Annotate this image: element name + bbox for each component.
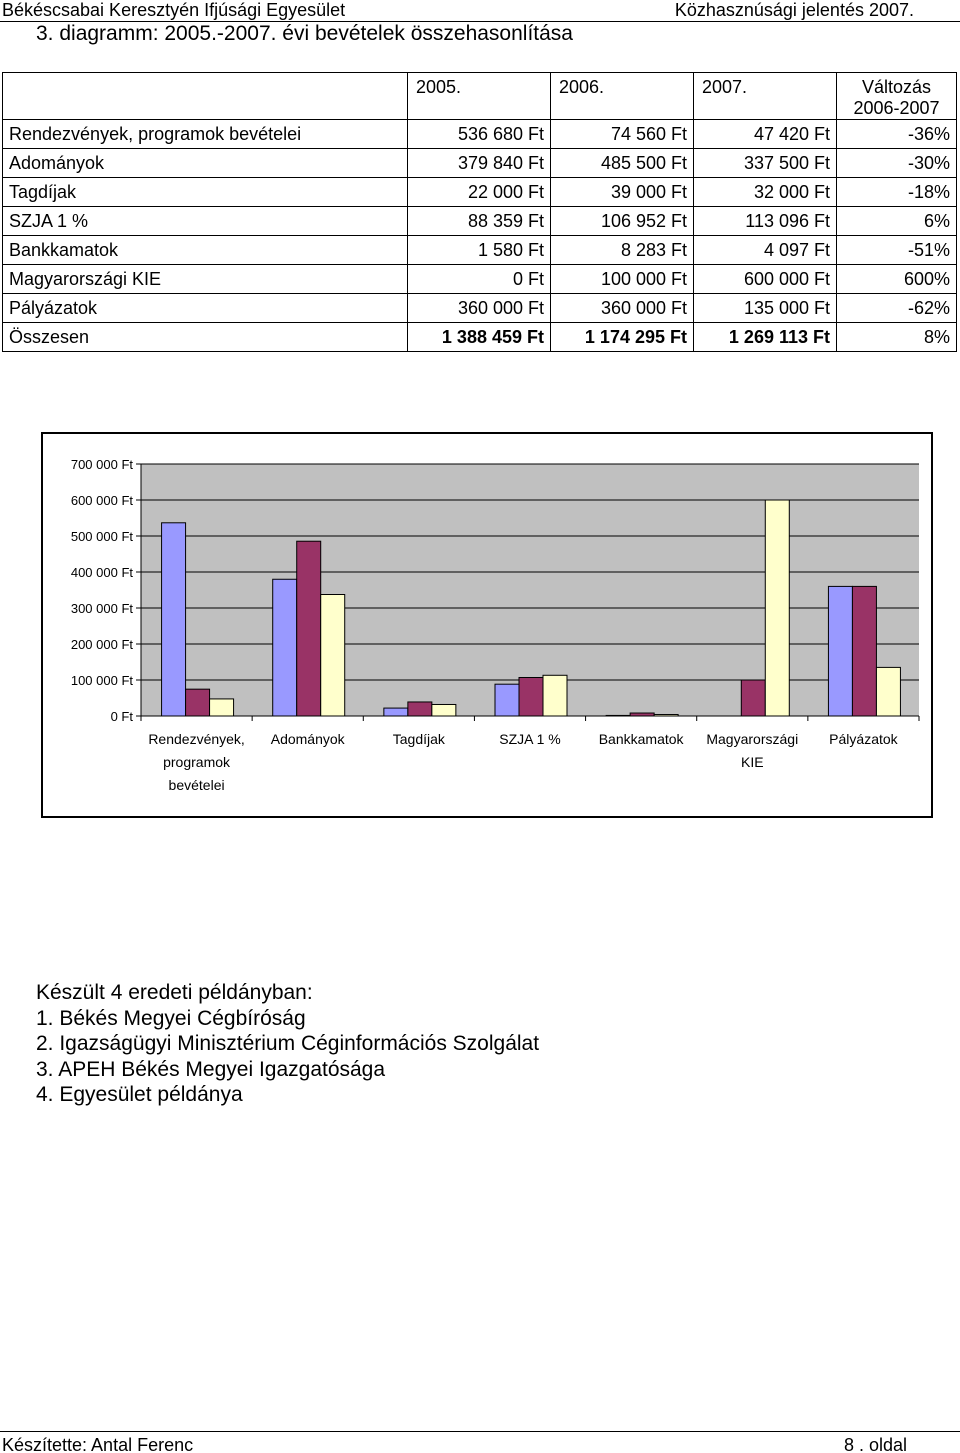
bar-chart-svg — [43, 434, 931, 816]
column-header: 2007. — [694, 73, 837, 120]
x-category-label: Tagdíjak — [392, 731, 445, 747]
table-cell: 485 500 Ft — [551, 149, 694, 178]
bar — [297, 541, 321, 716]
y-tick-label: 700 000 Ft — [70, 457, 133, 472]
bar — [765, 500, 789, 716]
table-cell: 8 283 Ft — [551, 236, 694, 265]
row-label: SZJA 1 % — [3, 207, 408, 236]
table-row — [3, 178, 957, 207]
copies-note-line: 4. Egyesület példánya — [36, 1083, 243, 1106]
table-total-row — [3, 323, 957, 352]
x-category-label: KIE — [740, 754, 764, 770]
table-cell: 135 000 Ft — [694, 294, 837, 323]
table-cell: 379 840 Ft — [408, 149, 551, 178]
change-header-line: 2006-2007 — [853, 98, 940, 118]
row-label: Összesen — [3, 323, 408, 352]
table-cell: 337 500 Ft — [694, 149, 837, 178]
table-cell: 1 580 Ft — [408, 236, 551, 265]
table-cell: 1 388 459 Ft — [408, 323, 551, 352]
bar — [186, 689, 210, 716]
change-cell: -36% — [837, 120, 957, 149]
copies-note-line: Készült 4 eredeti példányban: — [36, 981, 313, 1004]
bar — [495, 684, 519, 716]
change-header-line: Változás — [861, 77, 932, 97]
bar — [741, 680, 765, 716]
table-cell: 360 000 Ft — [408, 294, 551, 323]
table-cell: 74 560 Ft — [551, 120, 694, 149]
revenue-chart — [41, 432, 933, 818]
bar — [408, 702, 432, 716]
x-category-label: Magyarországi — [706, 731, 799, 747]
x-category-label: Rendezvények, — [148, 731, 245, 747]
change-cell: -30% — [837, 149, 957, 178]
change-cell: -62% — [837, 294, 957, 323]
bar — [654, 715, 678, 716]
table-cell: 4 097 Ft — [694, 236, 837, 265]
change-cell: 600% — [837, 265, 957, 294]
bar — [162, 523, 186, 716]
bar — [273, 579, 297, 716]
page-footer — [0, 1431, 960, 1453]
bar — [384, 708, 408, 716]
header-organization: Békéscsabai Keresztyén Ifjúsági Egyesület — [2, 0, 346, 20]
bar — [210, 699, 234, 716]
y-tick-label: 300 000 Ft — [70, 601, 133, 616]
table-cell: 360 000 Ft — [551, 294, 694, 323]
x-category-label: Adományok — [270, 731, 345, 747]
x-category-label: Bankkamatok — [598, 731, 684, 747]
copies-note-line: 1. Békés Megyei Cégbíróság — [36, 1006, 306, 1030]
row-label: Tagdíjak — [3, 178, 408, 207]
bar — [828, 586, 852, 716]
table-cell: 1 174 295 Ft — [551, 323, 694, 352]
header-report-title: Közhasznúsági jelentés 2007. — [674, 0, 914, 20]
row-label: Pályázatok — [3, 294, 408, 323]
table-row — [3, 265, 957, 294]
x-category-label: programok — [163, 754, 231, 770]
x-category-label: Pályázatok — [829, 731, 898, 747]
table-cell: 0 Ft — [408, 265, 551, 294]
table-row — [3, 149, 957, 178]
table-row — [3, 207, 957, 236]
bar — [876, 667, 900, 716]
table-cell: 32 000 Ft — [694, 178, 837, 207]
change-cell: 6% — [837, 207, 957, 236]
row-label: Bankkamatok — [3, 236, 408, 265]
change-cell: -18% — [837, 178, 957, 207]
change-column-header — [837, 73, 957, 120]
row-label: Rendezvények, programok bevételei — [3, 120, 408, 149]
bar — [321, 595, 345, 717]
footer-author: Készítette: Antal Ferenc — [2, 1435, 194, 1453]
x-category-label: bevételei — [168, 777, 225, 793]
page-header — [0, 0, 960, 22]
change-cell: 8% — [837, 323, 957, 352]
diagram-title: 3. diagramm: 2005.-2007. évi bevételek összehasonlítása — [36, 22, 573, 45]
header-empty-cell — [3, 73, 408, 120]
y-tick-label: 100 000 Ft — [70, 673, 133, 688]
table-cell: 536 680 Ft — [408, 120, 551, 149]
bar — [852, 586, 876, 716]
table-cell: 1 269 113 Ft — [694, 323, 837, 352]
row-label: Adományok — [3, 149, 408, 178]
bar — [630, 713, 654, 716]
table-cell: 100 000 Ft — [551, 265, 694, 294]
table-cell: 22 000 Ft — [408, 178, 551, 207]
bar — [543, 675, 567, 716]
footer-page-number: 8 . oldal — [844, 1435, 908, 1453]
x-category-label: SZJA 1 % — [499, 731, 561, 747]
column-header: 2005. — [408, 73, 551, 120]
bar — [606, 715, 630, 716]
y-tick-label: 500 000 Ft — [70, 529, 133, 544]
table-row — [3, 294, 957, 323]
y-tick-label: 0 Ft — [110, 709, 133, 724]
bar — [519, 677, 543, 716]
table-cell: 88 359 Ft — [408, 207, 551, 236]
row-label: Magyarországi KIE — [3, 265, 408, 294]
table-header-row — [3, 73, 957, 120]
column-header: 2006. — [551, 73, 694, 120]
y-tick-label: 600 000 Ft — [70, 493, 133, 508]
table-cell: 47 420 Ft — [694, 120, 837, 149]
copies-note-line: 2. Igazságügyi Minisztérium Céginformációs Szolgálat — [36, 1032, 540, 1055]
change-cell: -51% — [837, 236, 957, 265]
table-cell: 106 952 Ft — [551, 207, 694, 236]
table-row — [3, 120, 957, 149]
table-cell: 600 000 Ft — [694, 265, 837, 294]
table-cell: 113 096 Ft — [694, 207, 837, 236]
revenue-table — [2, 72, 957, 352]
copies-note — [36, 980, 539, 1108]
table-row — [3, 236, 957, 265]
table-cell: 39 000 Ft — [551, 178, 694, 207]
copies-note-line: 3. APEH Békés Megyei Igazgatósága — [36, 1057, 386, 1081]
bar — [432, 704, 456, 716]
y-tick-label: 400 000 Ft — [70, 565, 133, 580]
y-tick-label: 200 000 Ft — [70, 637, 133, 652]
